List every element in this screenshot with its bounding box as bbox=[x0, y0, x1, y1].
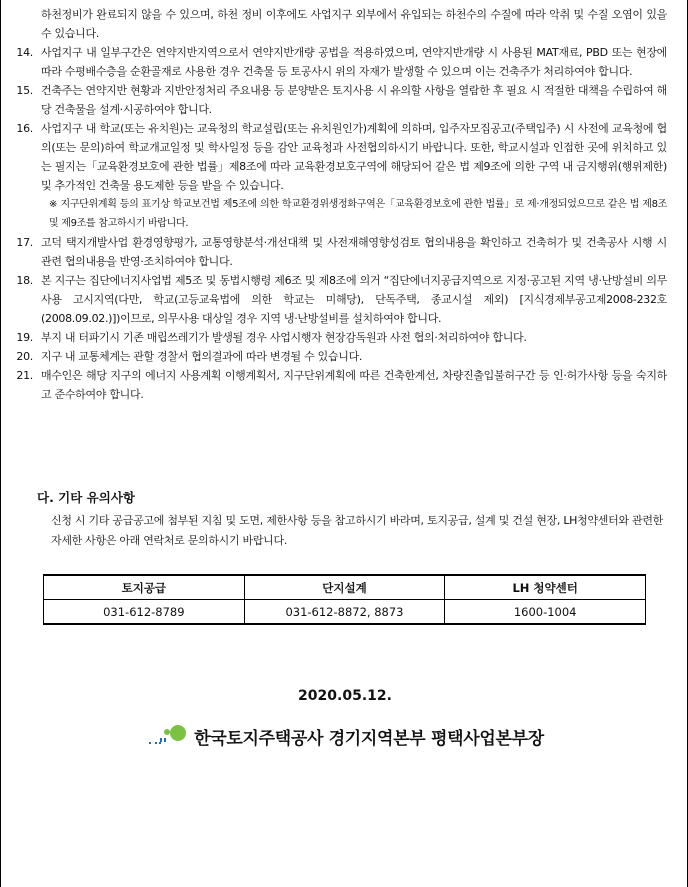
phone-lh-center: 1600-1004 bbox=[445, 600, 646, 625]
section-paragraph: 신청 시 기타 공급공고에 첨부된 지침 및 도면, 제한사항 등을 참고하시기 바라며, 토지공급, 설계 및 건설 현장, LH청약센터와 관련한 자세한 사항은 아래 연락처로 문의하시기 바랍니다. bbox=[51, 514, 663, 547]
notice-item bbox=[15, 271, 667, 328]
notice-item bbox=[15, 233, 667, 271]
notice-item bbox=[15, 366, 667, 404]
contact-table bbox=[43, 574, 646, 625]
phone-land-supply: 031-612-8789 bbox=[44, 600, 245, 625]
item-number: 20. bbox=[16, 350, 33, 363]
item-number: 17. bbox=[16, 236, 33, 249]
notice-note: ※ 지구단위계획 등의 표기상 학교보건법 제5조에 의한 학교환경위생정화구역은「교육환경보호에 관한 법률」로 제·개정되었으므로 같은 법 제8조 및 제9조를 참고하시기 바랍니다. bbox=[49, 199, 667, 229]
item-text: 본 지구는 집단에너지사업법 제5조 및 동법시행령 제6조 및 제8조에 의거 “집단에너지공급지역으로 지정·공고된 지역 냉·난방설비 의무사용 고시지역(다만, 학교(고등교육법에 의한 학교는 미해당), 단독주택, 종교시설 제외) [지식경제부공고제2008-232호(2008.09.02.)])이므로, 의무사용 대상일 경우 지역 냉·난방설비를 설치하여야 합니다. bbox=[41, 274, 667, 325]
header-land-supply: 토지공급 bbox=[44, 575, 245, 600]
item-number: 16. bbox=[16, 122, 33, 135]
notice-item bbox=[15, 43, 667, 81]
organization-name: 한국토지주택공사 경기지역본부 평택사업본부장 bbox=[194, 728, 544, 749]
item-number: 14. bbox=[16, 46, 33, 59]
item-text: 부지 내 터파기시 기존 매립쓰레기가 발생될 경우 사업시행자 현장감독원과 사전 협의·처리하여야 합니다. bbox=[41, 331, 527, 344]
notice-item bbox=[15, 119, 667, 195]
notice-list bbox=[15, 5, 667, 404]
item-text: 하천정비가 완료되지 않을 수 있으며, 하천 정비 이후에도 사업지구 외부에서 유입되는 하천수의 수질에 따라 악취 및 수질 오염이 있을 수 있습니다. bbox=[41, 8, 667, 40]
lh-logo-icon bbox=[146, 722, 188, 750]
item-text: 지구 내 교통체계는 관할 경찰서 협의결과에 따라 변경될 수 있습니다. bbox=[41, 350, 363, 363]
notice-item bbox=[15, 347, 667, 366]
header-complex-design: 단지설계 bbox=[244, 575, 445, 600]
item-text: 사업지구 내 일부구간은 연약지반지역으로서 연약지반개량 공법을 적용하였으며, 연약지반개량 시 사용된 MAT재료, PBD 또는 현장에 따라 수평배수층을 순환골재로 사용한 경우 건축물 등 토공사시 위의 자재가 발생할 수 있으며 이는 건축주가 처리하여야 합니다. bbox=[41, 46, 667, 78]
item-number: 19. bbox=[16, 331, 33, 344]
item-number: 18. bbox=[16, 274, 33, 287]
item-text: 사업지구 내 학교(또는 유치원)는 교육청의 학교설립(또는 유치원인가)계획에 의하며, 입주자모집공고(주택입주) 시 사전에 교육청에 협의(또는 문의)하여 학교개교일정 및 학사일정 등을 감안 교육청과 사전협의하시기 바랍니다. 또한, 학교시설과 인접한 곳에 위치하고 있는 필지는「교육환경보호에 관한 법률」제8조에 따라 교육환경보호구역에 해당되어 같은 법 제9조에 의한 구역 내 금지행위(행위제한) 및 추가적인 건축물 용도제한 등을 받을 수 있습니다. bbox=[41, 122, 667, 192]
notice-item bbox=[15, 5, 667, 43]
phone-complex-design: 031-612-8872, 8873 bbox=[244, 600, 445, 625]
contact-value-row bbox=[44, 600, 646, 625]
notice-item bbox=[15, 328, 667, 347]
footer bbox=[1, 722, 688, 750]
document-date: 2020.05.12. bbox=[298, 688, 392, 704]
item-text: 건축주는 연약지반 현황과 지반안정처리 주요내용 등 분양받은 토지사용 시 유의할 사항을 열람한 후 필요 시 적절한 대책을 수립하여 해당 건축물을 설계·시공하여야 합니다. bbox=[41, 84, 667, 116]
item-text: 고덕 택지개발사업 환경영향평가, 교통영향분석·개선대책 및 사전재해영향성검토 협의내용을 확인하고 건축허가 및 건축공사 시행 시 관련 협의내용을 반영·조치하여야 합니다. bbox=[41, 236, 667, 268]
item-number: 21. bbox=[16, 369, 33, 382]
item-text: 매수인은 해당 지구의 에너지 사용계획 이행계획서, 지구단위계획에 따른 건축한계선, 차량진출입불허구간 등 인·허가사항 등을 숙지하고 준수하여야 합니다. bbox=[41, 369, 667, 401]
section-title: 다. 기타 유의사항 bbox=[37, 490, 135, 505]
header-lh-center: LH 청약센터 bbox=[445, 575, 646, 600]
contact-header-row bbox=[44, 575, 646, 600]
item-number: 15. bbox=[16, 84, 33, 97]
item-number bbox=[15, 5, 41, 43]
notice-item bbox=[15, 81, 667, 119]
